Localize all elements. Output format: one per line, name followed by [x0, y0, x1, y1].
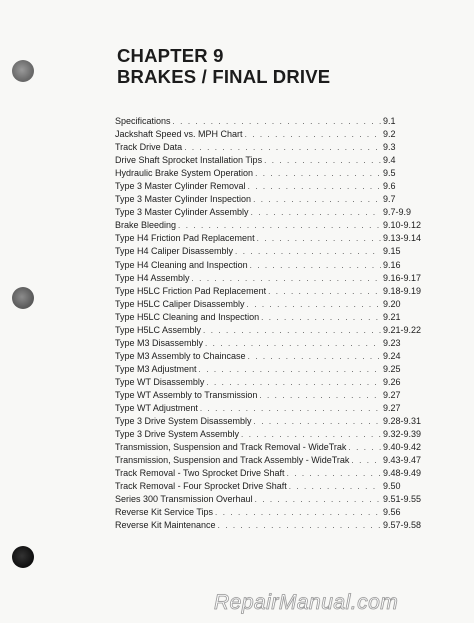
binder-hole: [12, 60, 34, 82]
toc-dot-leader: [247, 298, 381, 311]
toc-entry-page: 9.27: [383, 403, 401, 414]
table-of-contents: [115, 115, 445, 533]
toc-entry: [115, 337, 445, 350]
toc-entry-page: 9.13-9.14: [383, 233, 422, 244]
toc-dot-leader: [192, 272, 381, 285]
toc-entry-page: 9.16: [383, 259, 401, 270]
toc-entry-page: 9.15: [383, 246, 401, 257]
toc-dot-leader: [200, 402, 381, 415]
toc-dot-leader: [287, 467, 381, 480]
toc-dot-leader: [178, 219, 381, 232]
toc-entry: [115, 480, 445, 493]
toc-entry-page: 9.10-9.12: [383, 220, 422, 231]
toc-entry-title: Type H4 Friction Pad Replacement: [115, 233, 255, 244]
toc-entry-page: 9.57-9.58: [383, 520, 422, 531]
toc-entry-page: 9.21-9.22: [383, 324, 422, 335]
toc-dot-leader: [261, 311, 381, 324]
toc-entry-page: 9.1: [383, 116, 396, 126]
toc-entry-title: Jackshaft Speed vs. MPH Chart: [115, 129, 243, 140]
toc-entry-page: 9.16-9.17: [383, 272, 422, 283]
toc-entry-page: 9.18-9.19: [383, 285, 422, 296]
toc-entry-title: Type 3 Master Cylinder Inspection: [115, 194, 252, 205]
toc-entry: [115, 311, 445, 324]
toc-entry: [115, 245, 445, 258]
toc-entry-title: Series 300 Transmission Overhaul: [115, 494, 253, 505]
toc-entry-title: Type M3 Disassembly: [115, 337, 204, 348]
toc-entry-title: Transmission, Suspension and Track Removal - WideTrak: [115, 442, 347, 453]
toc-entry: [115, 272, 445, 285]
toc-entry-page: 9.43-9.47: [383, 455, 422, 466]
toc-dot-leader: [250, 259, 381, 272]
toc-entry-page: 9.28-9.31: [383, 416, 422, 427]
toc-entry: [115, 467, 445, 480]
toc-entry-page: 9.5: [383, 168, 396, 179]
toc-entry: [115, 285, 445, 298]
toc-entry-title: Track Removal - Four Sprocket Drive Shaft: [115, 481, 287, 492]
toc-entry: [115, 389, 445, 402]
toc-entry-title: Type H5LC Caliper Disassembly: [115, 298, 245, 309]
toc-entry-title: Reverse Kit Service Tips: [115, 507, 214, 518]
toc-entry-page: 9.56: [383, 507, 401, 518]
toc-dot-leader: [215, 506, 381, 519]
toc-entry-page: 9.48-9.49: [383, 468, 422, 479]
chapter-heading: [117, 45, 330, 87]
toc-entry-title: Type M3 Adjustment: [115, 363, 197, 374]
toc-entry-page: 9.7-9.9: [383, 207, 412, 218]
toc-entry-title: Type 3 Master Cylinder Removal: [115, 181, 246, 192]
toc-entry: [115, 493, 445, 506]
toc-entry: [115, 115, 445, 128]
toc-entry: [115, 154, 445, 167]
toc-entry-title: Type 3 Drive System Disassembly: [115, 416, 252, 427]
toc-entry-page: 9.40-9.42: [383, 442, 422, 453]
toc-entry-title: Type H4 Caliper Disassembly: [115, 246, 234, 257]
toc-dot-leader: [264, 154, 381, 167]
chapter-title: BRAKES / FINAL DRIVE: [117, 66, 331, 87]
toc-entry-page: 9.7: [383, 194, 396, 205]
toc-entry-title: Type H5LC Cleaning and Inspection: [115, 311, 260, 322]
toc-entry-page: 9.32-9.39: [383, 429, 422, 440]
toc-entry-title: Type 3 Drive System Assembly: [115, 429, 240, 440]
toc-dot-leader: [199, 363, 381, 376]
toc-dot-leader: [255, 167, 381, 180]
toc-entry: [115, 415, 445, 428]
toc-entry: [115, 206, 445, 219]
toc-entry-page: 9.25: [383, 363, 401, 374]
toc-entry: [115, 141, 445, 154]
watermark: RepairManual.com: [214, 591, 399, 614]
toc-entry: [115, 350, 445, 363]
toc-dot-leader: [218, 519, 381, 532]
toc-entry: [115, 167, 445, 180]
toc-entry-title: Type 3 Master Cylinder Assembly: [115, 207, 249, 218]
toc-entry: [115, 441, 445, 454]
toc-entry-page: 9.2: [383, 129, 396, 140]
toc-entry-title: Type H5LC Friction Pad Replacement: [115, 285, 267, 296]
toc-entry-page: 9.23: [383, 337, 401, 348]
toc-entry: [115, 193, 445, 206]
toc-dot-leader: [351, 454, 381, 467]
toc-entry-title: Hydraulic Brake System Operation: [115, 168, 254, 179]
toc-entry-title: Type H4 Cleaning and Inspection: [115, 259, 248, 270]
toc-entry-title: Drive Shaft Sprocket Installation Tips: [115, 155, 263, 166]
toc-entry: [115, 219, 445, 232]
toc-entry-page: 9.27: [383, 389, 401, 400]
toc-dot-leader: [289, 480, 381, 493]
toc-entry-page: 9.6: [383, 181, 396, 192]
toc-dot-leader: [254, 415, 381, 428]
toc-entry-page: 9.3: [383, 142, 396, 153]
toc-entry: [115, 506, 445, 519]
toc-entry: [115, 519, 445, 532]
toc-dot-leader: [248, 180, 381, 193]
toc-entry: [115, 324, 445, 337]
toc-dot-leader: [235, 245, 381, 258]
toc-entry: [115, 232, 445, 245]
toc-dot-leader: [268, 285, 381, 298]
toc-entry: [115, 376, 445, 389]
toc-dot-leader: [253, 193, 381, 206]
toc-dot-leader: [245, 128, 381, 141]
toc-dot-leader: [257, 232, 381, 245]
toc-dot-leader: [251, 206, 381, 219]
toc-dot-leader: [203, 324, 381, 337]
toc-dot-leader: [241, 428, 381, 441]
toc-entry: [115, 402, 445, 415]
toc-entry: [115, 298, 445, 311]
toc-entry-page: 9.4: [383, 155, 396, 166]
toc-entry-title: Type M3 Assembly to Chaincase: [115, 350, 246, 361]
toc-dot-leader: [206, 376, 381, 389]
toc-dot-leader: [259, 389, 381, 402]
toc-entry-page: 9.51-9.55: [383, 494, 422, 505]
toc-entry-page: 9.24: [383, 350, 401, 361]
toc-entry-page: 9.20: [383, 298, 401, 309]
toc-entry-page: 9.50: [383, 481, 401, 492]
toc-entry-title: Type WT Disassembly: [115, 376, 205, 387]
toc-entry-title: Track Removal - Two Sprocket Drive Shaft: [115, 468, 285, 479]
toc-entry: [115, 180, 445, 193]
toc-dot-leader: [248, 350, 381, 363]
toc-entry-title: Type WT Assembly to Transmission: [115, 389, 258, 400]
binder-hole: [12, 287, 34, 309]
toc-dot-leader: [205, 337, 381, 350]
toc-entry: [115, 259, 445, 272]
chapter-number: CHAPTER 9: [117, 45, 224, 66]
binder-hole: [12, 546, 34, 568]
toc-entry-title: Type H4 Assembly: [115, 272, 190, 283]
toc-dot-leader: [255, 493, 381, 506]
toc-entry: [115, 454, 445, 467]
toc-entry: [115, 128, 445, 141]
toc-entry-page: 9.26: [383, 376, 401, 387]
toc-entry-title: Type WT Adjustment: [115, 403, 198, 414]
toc-dot-leader: [184, 141, 381, 154]
toc-entry-title: Transmission, Suspension and Track Assembly - WideTrak: [115, 455, 350, 466]
toc-entry-page: 9.21: [383, 311, 401, 322]
toc-entry: [115, 428, 445, 441]
toc-entry-title: Type H5LC Assembly: [115, 324, 202, 335]
toc-entry-title: Reverse Kit Maintenance: [115, 520, 216, 531]
toc-entry-title: Brake Bleeding: [115, 220, 177, 231]
toc-dot-leader: [348, 441, 381, 454]
toc-dot-leader: [173, 115, 381, 128]
toc-entry-title: Track Drive Data: [115, 142, 183, 153]
toc-entry-title: Specifications: [115, 116, 171, 126]
toc-entry: [115, 363, 445, 376]
